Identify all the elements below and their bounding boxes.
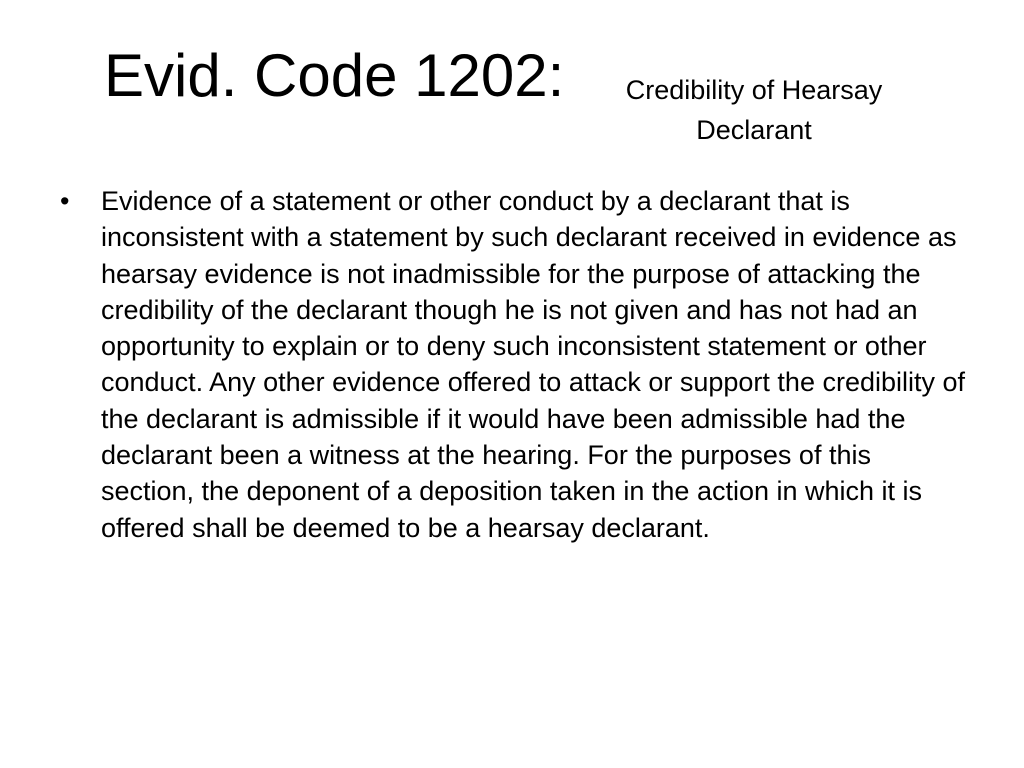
bullet-item	[60, 183, 970, 546]
slide-subtitle: Credibility of Hearsay Declarant	[625, 75, 883, 145]
slide-body	[60, 183, 970, 546]
slide-title-block	[104, 40, 964, 160]
slide-title: Evid. Code 1202:	[104, 42, 565, 109]
bullet-marker: •	[60, 186, 70, 216]
bullet-text: Evidence of a statement or other conduct by a declarant that is inconsistent with a statement by such declarant received in evidence as hearsay evidence is not inadmissible for the purpose of attacking the credibility of the declarant though he is not given and has not had an opportunity to explain or to deny such inconsistent statement or other conduct. Any other evidence offered to attack or support the credibility of the declarant is admissible if it would have been admissible had the declarant been a witness at the hearing. For the purposes of this section, the deponent of a deposition taken in the action in which it is offered shall be deemed to be a hearsay declarant.	[101, 186, 966, 543]
